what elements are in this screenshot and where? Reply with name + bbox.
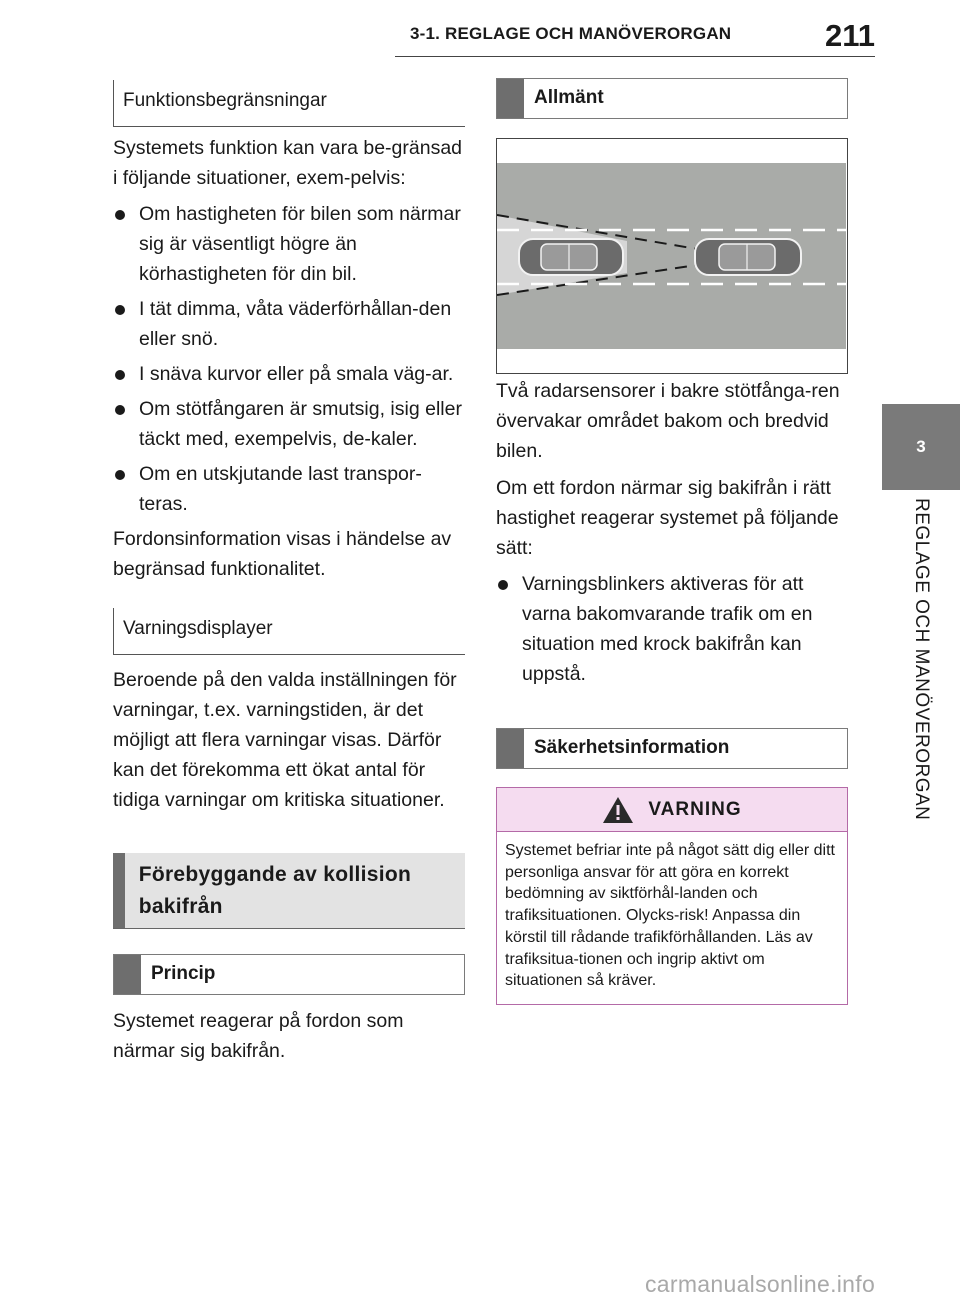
- heading-bar: [497, 729, 524, 768]
- warning-title: VARNING: [648, 798, 742, 820]
- warning-box: [496, 787, 848, 1005]
- warning-text: Systemet befriar inte på något sätt dig eller ditt personliga ansvar för att göra en korrekt bedömning av siktförhål-landen och trafiksituationen. Olycks-risk! Anpassa din körstil till rådande trafikförhållanden. Läs av trafiksitua-tionen och ingrip aktivt om situationen så kräver.: [505, 842, 835, 990]
- limitations-intro: Systemets funktion kan vara be-gränsad i följande situationer, exem-pelvis:: [113, 137, 463, 189]
- rear-radar-figure: [496, 138, 848, 374]
- limitations-outro: Fordonsinformation visas i händelse av begränsad funktionalitet.: [113, 528, 452, 580]
- heading-bar: [497, 79, 524, 118]
- general-heading-box: [496, 78, 848, 119]
- rear-radar-diagram-icon: [497, 139, 846, 372]
- warning-triangle-icon: [602, 796, 634, 824]
- watermark: carmanualsonline.info: [645, 1271, 876, 1297]
- warning-header: [497, 788, 847, 832]
- running-header-title: 3-1. REGLAGE OCH MANÖVERORGAN: [410, 24, 732, 43]
- list-item: Varningsblinkers aktiveras för att varna bakomvarande trafik om en situation med krock bakifrån kan uppstå.: [496, 569, 848, 689]
- principle-text: Systemet reagerar på fordon som närmar sig bakifrån.: [113, 1010, 404, 1062]
- subheading-warning-displays: Varningsdisplayer: [113, 608, 465, 655]
- chapter-tab-title: REGLAGE OCH MANÖVERORGAN: [911, 498, 932, 821]
- limitations-list: [113, 199, 465, 519]
- car-approaching: [695, 239, 801, 275]
- subheading-limitations: Funktionsbegränsningar: [113, 80, 465, 127]
- section-title: Förebyggande av kollision bakifrån: [138, 863, 412, 918]
- principle-heading-box: [113, 954, 465, 995]
- heading-bar: [114, 955, 141, 994]
- list-item: I tät dimma, våta väderförhållan-den eller snö.: [113, 294, 465, 354]
- general-list: [496, 569, 848, 689]
- header-divider: [395, 56, 875, 57]
- safety-heading-box: [496, 728, 848, 769]
- general-text-1: Två radarsensorer i bakre stötfånga-ren övervakar området bakom och bredvid bilen.: [496, 380, 840, 462]
- general-heading: Allmänt: [534, 87, 604, 108]
- list-item: Om en utskjutande last transpor-teras.: [113, 459, 465, 519]
- list-item: Om hastigheten för bilen som närmar sig är väsentligt högre än körhastigheten för din bil.: [113, 199, 465, 289]
- left-column: [113, 80, 465, 1066]
- chapter-tab-number: 3: [882, 404, 960, 490]
- right-column: [496, 78, 848, 1005]
- safety-heading: Säkerhetsinformation: [534, 737, 730, 758]
- warning-displays-text: Beroende på den valda inställningen för varningar, t.ex. varningstiden, är det möjligt att flera varningar visas. Därför kan det förekomma ett ökat antal för tidiga varningar om kritiska situationer.: [113, 669, 457, 811]
- general-text-2: Om ett fordon närmar sig bakifrån i rätt hastighet reagerar systemet på följande sätt:: [496, 477, 839, 559]
- principle-heading: Princip: [151, 963, 216, 984]
- list-item: I snäva kurvor eller på smala väg-ar.: [113, 359, 465, 389]
- section-title-band: [113, 853, 465, 929]
- car-own: [519, 239, 623, 275]
- list-item: Om stötfångaren är smutsig, isig eller täckt med, exempelvis, de-kaler.: [113, 394, 465, 454]
- section-bar: [113, 853, 125, 928]
- page-number: 211: [825, 18, 876, 53]
